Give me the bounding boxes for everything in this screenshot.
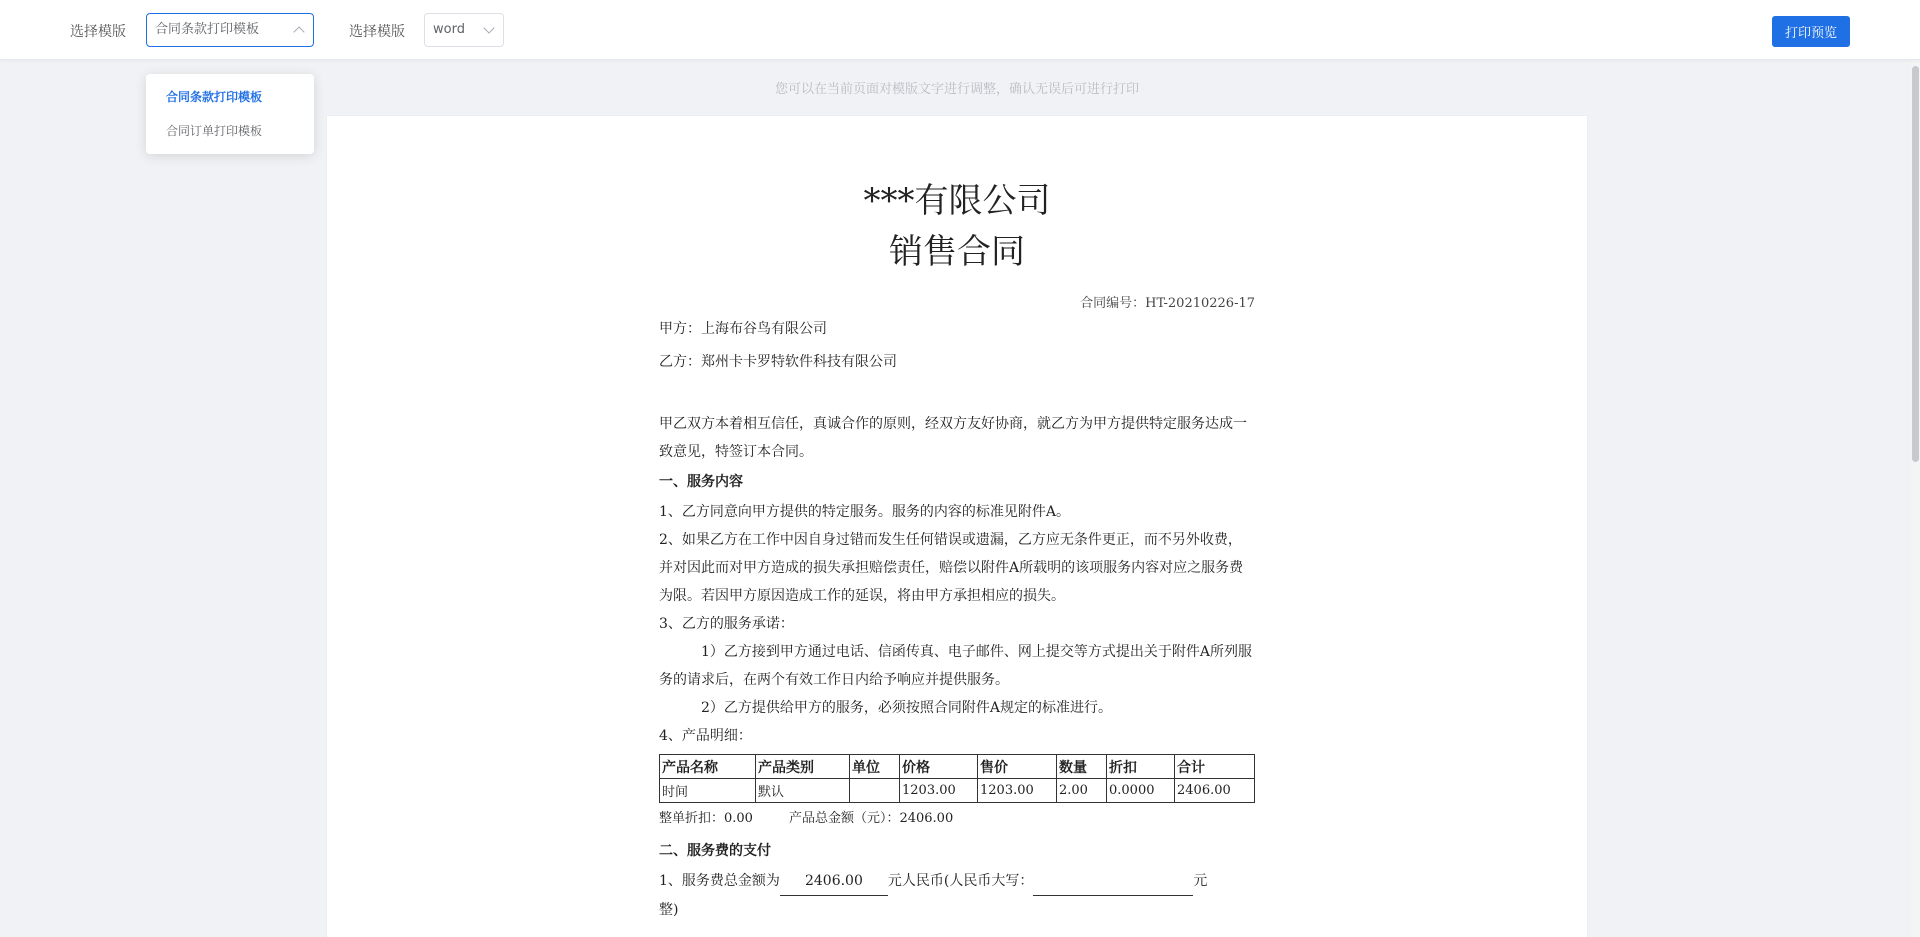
cell-unit bbox=[850, 779, 900, 803]
party-a: 甲方：上海布谷鸟有限公司 bbox=[659, 321, 827, 337]
cell-sale-price: 1203.00 bbox=[978, 779, 1057, 803]
col-discount: 折扣 bbox=[1107, 755, 1175, 779]
document-title: 销售合同 bbox=[889, 232, 1025, 272]
document-paper bbox=[326, 115, 1588, 937]
format-select-value: word bbox=[433, 22, 465, 37]
format-label: 选择模版 bbox=[349, 24, 405, 40]
clause-1-2: 2、如果乙方在工作中因自身过错而发生任何错误或遗漏，乙方应无条件更正，而不另外收费，并对因此而对甲方造成的损失承担赔偿责任，赔偿以附件A所载明的该项服务内容对应之服务费为限。若因甲方原因造成工作的延误，将由甲方承担相应的损失。 bbox=[659, 532, 1244, 604]
scrollbar-thumb[interactable] bbox=[1912, 66, 1919, 462]
cell-total: 2406.00 bbox=[1175, 779, 1255, 803]
section-1-heading: 一、服务内容 bbox=[659, 474, 743, 490]
edit-hint: 您可以在当前页面对模版文字进行调整，确认无误后可进行打印 bbox=[774, 82, 1139, 97]
order-total: 产品总金额（元）：2406.00 bbox=[788, 811, 954, 826]
product-table bbox=[659, 754, 1255, 803]
col-unit: 单位 bbox=[850, 755, 900, 779]
dropdown-option-contract-order[interactable]: 合同订单打印模板 bbox=[166, 124, 263, 138]
format-select[interactable] bbox=[424, 13, 504, 47]
fee-amount: 2406.00 bbox=[780, 867, 888, 896]
clause-2-1 bbox=[659, 867, 1255, 896]
col-product-name: 产品名称 bbox=[660, 755, 756, 779]
print-preview-button[interactable]: 打印预览 bbox=[1772, 16, 1850, 47]
contract-document bbox=[659, 176, 1255, 924]
order-summary bbox=[659, 803, 1255, 835]
col-quantity: 数量 bbox=[1057, 755, 1107, 779]
clause-2-1-suffix: 元 bbox=[1193, 873, 1208, 889]
chevron-down-icon bbox=[483, 22, 494, 33]
clause-2-1-tail: 整) bbox=[659, 902, 679, 918]
col-total: 合计 bbox=[1175, 755, 1255, 779]
page-scrollbar[interactable] bbox=[1911, 60, 1920, 937]
clause-1-3-2: 2）乙方提供给甲方的服务，必须按照合同附件A规定的标准进行。 bbox=[701, 700, 1113, 716]
top-toolbar bbox=[0, 0, 1920, 60]
party-b: 乙方：郑州卡卡罗特软件科技有限公司 bbox=[659, 354, 897, 370]
col-sale-price: 售价 bbox=[978, 755, 1057, 779]
contract-number: 合同编号：HT-20210226-17 bbox=[1080, 296, 1255, 311]
table-row bbox=[660, 779, 1255, 803]
template-select[interactable] bbox=[146, 13, 314, 47]
template-dropdown bbox=[146, 74, 314, 154]
clause-1-1: 1、乙方同意向甲方提供的特定服务。服务的内容的标准见附件A。 bbox=[659, 504, 1071, 520]
table-header-row bbox=[660, 755, 1255, 779]
cell-product-name: 时间 bbox=[660, 779, 756, 803]
template-label: 选择模版 bbox=[70, 24, 126, 40]
chevron-up-icon bbox=[293, 26, 304, 37]
order-discount: 整单折扣：0.00 bbox=[659, 811, 753, 826]
intro-paragraph: 甲乙双方本着相互信任，真诚合作的原则，经双方友好协商，就乙方为甲方提供特定服务达成一致意见，特签订本合同。 bbox=[659, 416, 1247, 460]
cell-quantity: 2.00 bbox=[1057, 779, 1107, 803]
cell-price: 1203.00 bbox=[900, 779, 978, 803]
clause-1-3: 3、乙方的服务承诺： bbox=[659, 616, 794, 632]
fee-amount-in-words bbox=[1033, 867, 1193, 896]
col-price: 价格 bbox=[900, 755, 978, 779]
clause-1-3-1: 1）乙方接到甲方通过电话、信函传真、电子邮件、网上提交等方式提出关于附件A所列服务的请求后，在两个有效工作日内给予响应并提供服务。 bbox=[659, 644, 1253, 688]
clause-2-1-prefix: 1、服务费总金额为 bbox=[659, 873, 780, 889]
cell-discount: 0.0000 bbox=[1107, 779, 1175, 803]
section-2-heading: 二、服务费的支付 bbox=[659, 843, 771, 859]
clause-2-1-middle: 元人民币(人民币大写： bbox=[887, 873, 1034, 889]
cell-product-category: 默认 bbox=[756, 779, 850, 803]
col-product-category: 产品类别 bbox=[756, 755, 850, 779]
clause-1-4: 4、产品明细： bbox=[659, 728, 752, 744]
company-title: ***有限公司 bbox=[863, 181, 1051, 221]
dropdown-option-contract-terms[interactable]: 合同条款打印模板 bbox=[166, 90, 263, 104]
template-select-value: 合同条款打印模板 bbox=[155, 22, 260, 37]
